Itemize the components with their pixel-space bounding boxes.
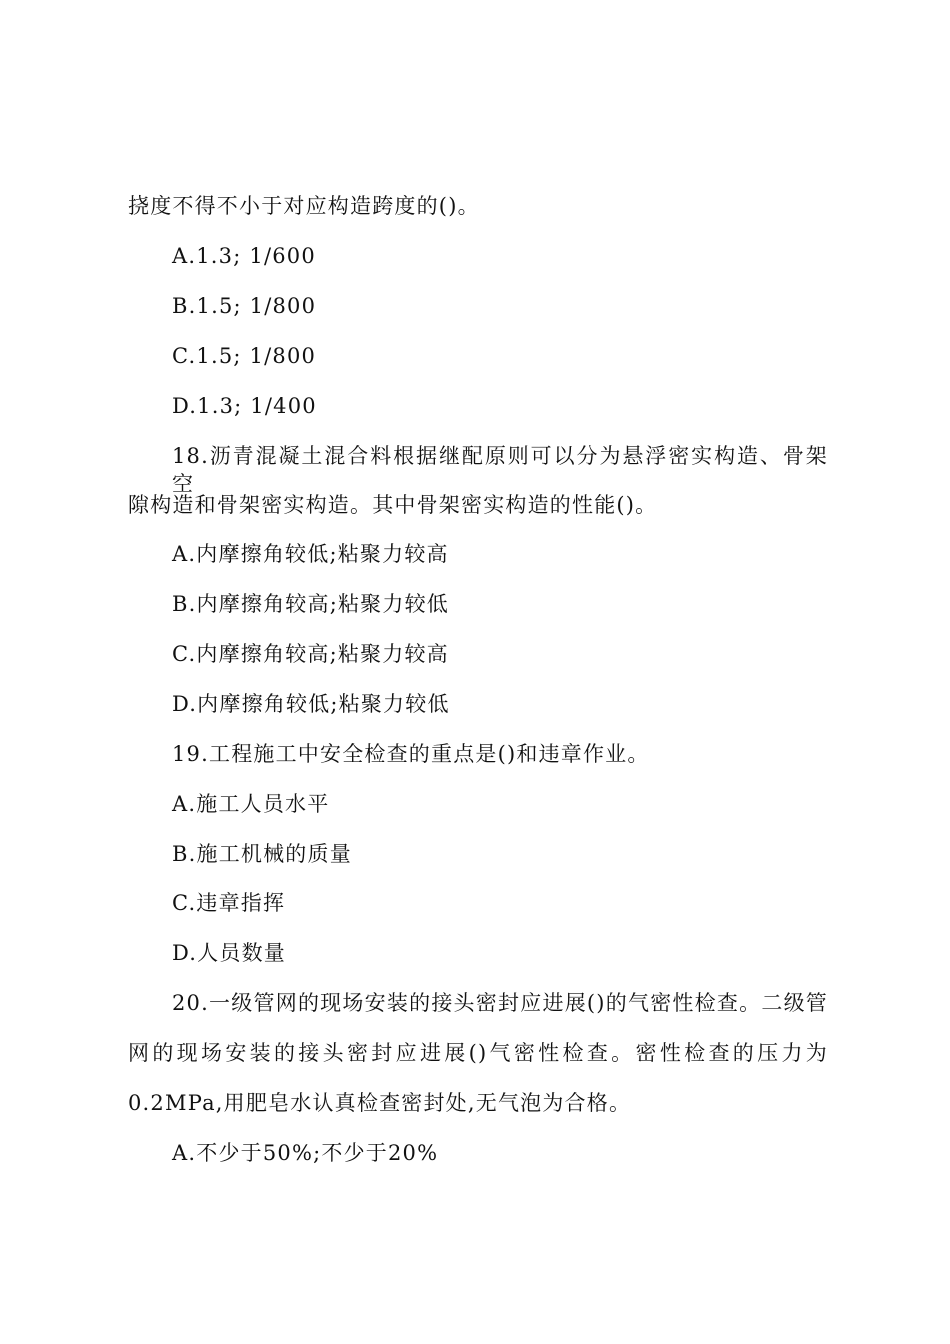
question-20-line-2: 网的现场安装的接头密封应进展()气密性检查。密性检查的压力为 (128, 1041, 828, 1065)
question-18-line-2: 隙构造和骨架密实构造。其中骨架密实构造的性能()。 (128, 493, 658, 517)
option-20-a: A.不少于50%;不少于20% (172, 1141, 439, 1165)
option-18-b: B.内摩擦角较高;粘聚力较低 (172, 592, 449, 616)
option-18-d: D.内摩擦角较低;粘聚力较低 (172, 692, 450, 716)
option-17-b: B.1.5; 1/800 (172, 294, 317, 318)
option-18-c: C.内摩擦角较高;粘聚力较高 (172, 642, 449, 666)
option-19-d: D.人员数量 (172, 941, 286, 965)
option-17-a: A.1.3; 1/600 (172, 244, 316, 268)
option-19-b: B.施工机械的质量 (172, 842, 352, 866)
question-18-line-1: 18.沥青混凝土混合料根据继配原则可以分为悬浮密实构造、骨架空 (172, 444, 828, 496)
question-20-line-3: 0.2MPa,用肥皂水认真检查密封处,无气泡为合格。 (128, 1091, 632, 1115)
question-17-continuation: 挠度不得不小于对应构造跨度的()。 (128, 194, 480, 218)
option-19-c: C.违章指挥 (172, 891, 286, 915)
option-17-c: C.1.5; 1/800 (172, 344, 317, 368)
question-20-line-1: 20.一级管网的现场安装的接头密封应进展()的气密性检查。二级管 (172, 991, 828, 1015)
option-17-d: D.1.3; 1/400 (172, 394, 317, 418)
question-19: 19.工程施工中安全检查的重点是()和违章作业。 (172, 742, 650, 766)
option-18-a: A.内摩擦角较低;粘聚力较高 (172, 542, 449, 566)
option-19-a: A.施工人员水平 (172, 792, 330, 816)
